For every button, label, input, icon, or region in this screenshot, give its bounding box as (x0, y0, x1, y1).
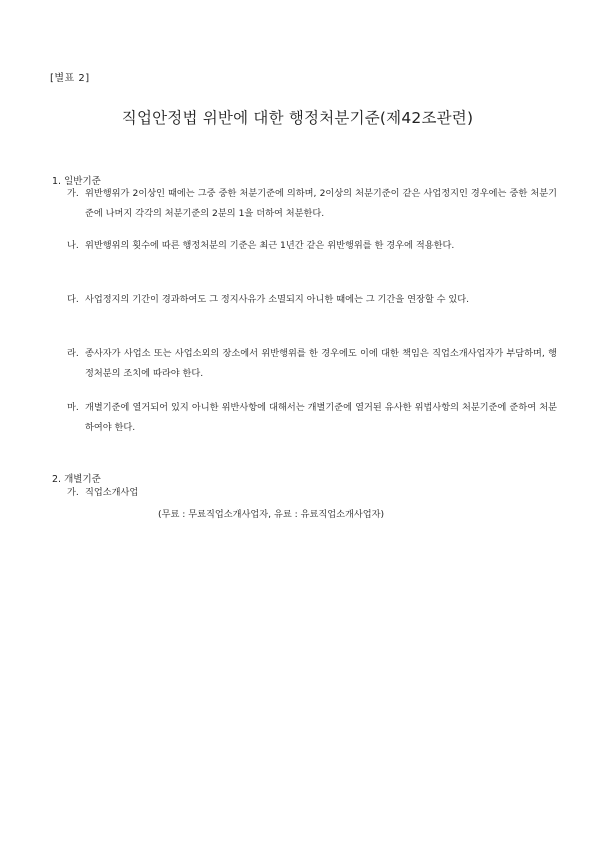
item-marker: 나. (67, 240, 79, 251)
general-item-ra (67, 344, 557, 383)
item-text: 직업소개사업 (85, 487, 139, 498)
item-marker: 가. (67, 188, 79, 199)
document-title: 직업안정법 위반에 대한 행정처분기준(제42조관련) (121, 109, 474, 127)
item-marker: 가. (67, 487, 79, 498)
item-marker: 마. (67, 402, 79, 413)
item-text: 개별기준에 열거되어 있지 아니한 위반사항에 대해서는 개별기준에 열거된 유사한 위법사항의 처분기준에 준하여 처분하여야 한다. (85, 402, 557, 433)
general-item-ma (67, 398, 557, 437)
item-text: 위반행위의 횟수에 따른 행정처분의 기준은 최근 1년간 같은 위반행위를 한 경우에 적용한다. (85, 240, 455, 251)
appendix-tag: [별표 2] (50, 73, 90, 84)
section-heading-specific: 2. 개별기준 (52, 474, 101, 485)
item-text: 종사자가 사업소 또는 사업소외의 장소에서 위반행위를 한 경우에도 이에 대한 책임은 직업소개사업자가 부담하며, 행정처분의 조치에 따라야 한다. (85, 348, 557, 379)
item-text: 사업정지의 기간이 경과하여도 그 정지사유가 소멸되지 아니한 때에는 그 기간을 연장할 수 있다. (85, 294, 470, 305)
general-item-da (67, 290, 557, 310)
specific-item-ga (67, 483, 557, 503)
item-marker: 라. (67, 348, 79, 359)
item-marker: 다. (67, 294, 79, 305)
general-item-na (67, 236, 557, 256)
legend-note: (무료 : 무료직업소개사업자, 유료 : 유료직업소개사업자) (158, 509, 385, 520)
section-heading-general: 1. 일반기준 (52, 176, 101, 187)
item-text: 위반행위가 2이상인 때에는 그중 중한 처분기준에 의하며, 2이상의 처분기준이 같은 사업정지인 경우에는 중한 처분기준에 나머지 각각의 처분기준의 2분의 1을 더하여 처분한다. (85, 188, 557, 219)
general-item-ga (67, 184, 557, 223)
